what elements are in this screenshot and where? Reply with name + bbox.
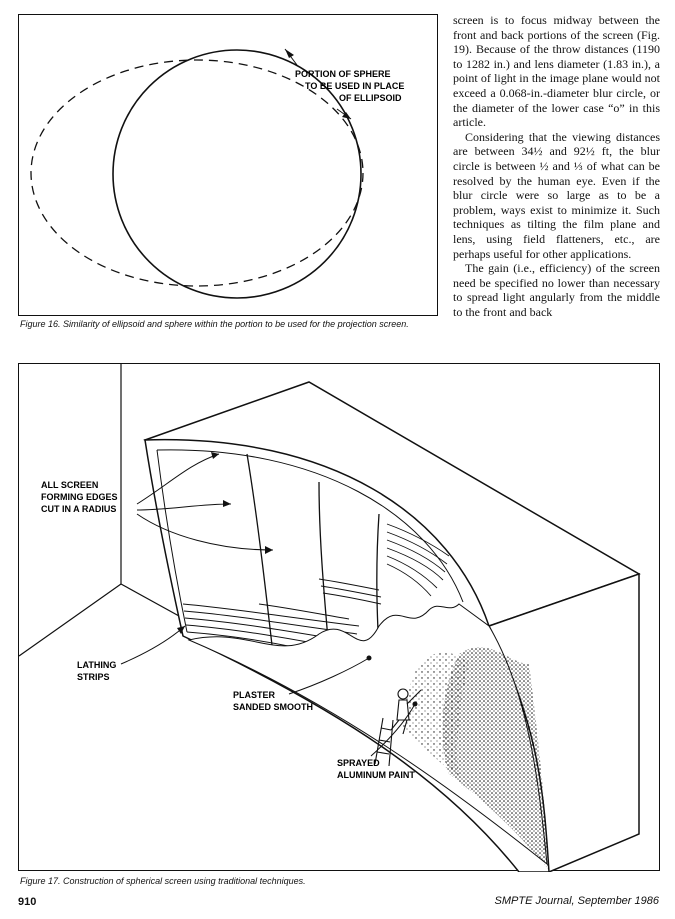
- floor-back-line: [121, 584, 179, 616]
- page-number: 910: [18, 896, 37, 908]
- paragraph-3: The gain (i.e., efficiency) of the screen need be specified no lower than necessary to spread light angularly from the middle to the front and back: [453, 261, 660, 319]
- lathing-label-line-1: LATHING: [77, 660, 117, 670]
- body-text-column: [453, 13, 660, 319]
- plaster-label-line-1: PLASTER: [233, 690, 276, 700]
- edges-label-line-1: ALL SCREEN: [41, 480, 99, 490]
- sprayed-label-line-1: SPRAYED: [337, 758, 380, 768]
- lathing-label-line-2: STRIPS: [77, 672, 110, 682]
- figure-17-illustration: [19, 364, 661, 872]
- upper-arrow-head: [285, 49, 294, 58]
- figure-16-diagram: [19, 15, 439, 317]
- figure-17: [18, 363, 660, 871]
- ellipsoid-outline: [31, 60, 363, 286]
- paragraph-2: Considering that the viewing distances are between 34½ and 92½ ft, the blur circle is between ½ and ⅓ of what can be resolved by the human eye. Even if the blur circle were so large as to be a problem, ways exist to minimize it. Such techniques as tilting the film plane and lens, using field flatteners, etc., are perhaps useful for other applications.: [453, 129, 660, 261]
- floor-left-line: [19, 584, 121, 656]
- figure-16: [18, 14, 438, 316]
- sprayed-label-line-2: ALUMINUM PAINT: [337, 770, 415, 780]
- sphere-label-line-3: OF ELLIPSOID: [339, 93, 402, 103]
- sphere-label-line-2: TO BE USED IN PLACE: [305, 81, 405, 91]
- figure-16-caption: Figure 16. Similarity of ellipsoid and sphere within the portion to be used for the projection screen.: [20, 319, 409, 329]
- paragraph-1: screen is to focus midway between the front and back portions of the screen (Fig. 19). Because of the throw distances (1190 to 1282 in.) and lens diameter (1.83 in.), a point of light in the image plane would not exceed a 0.068-in.-diameter blur circle, or the diameter of the lower case “o” in this article.: [453, 13, 660, 130]
- figure-17-caption: Figure 17. Construction of spherical screen using traditional techniques.: [20, 876, 306, 886]
- sphere-label-line-1: PORTION OF SPHERE: [295, 69, 391, 79]
- edges-label-line-2: FORMING EDGES: [41, 492, 118, 502]
- plaster-label-line-2: SANDED SMOOTH: [233, 702, 314, 712]
- journal-footer: SMPTE Journal, September 1986: [494, 895, 659, 907]
- edges-label-line-3: CUT IN A RADIUS: [41, 504, 117, 514]
